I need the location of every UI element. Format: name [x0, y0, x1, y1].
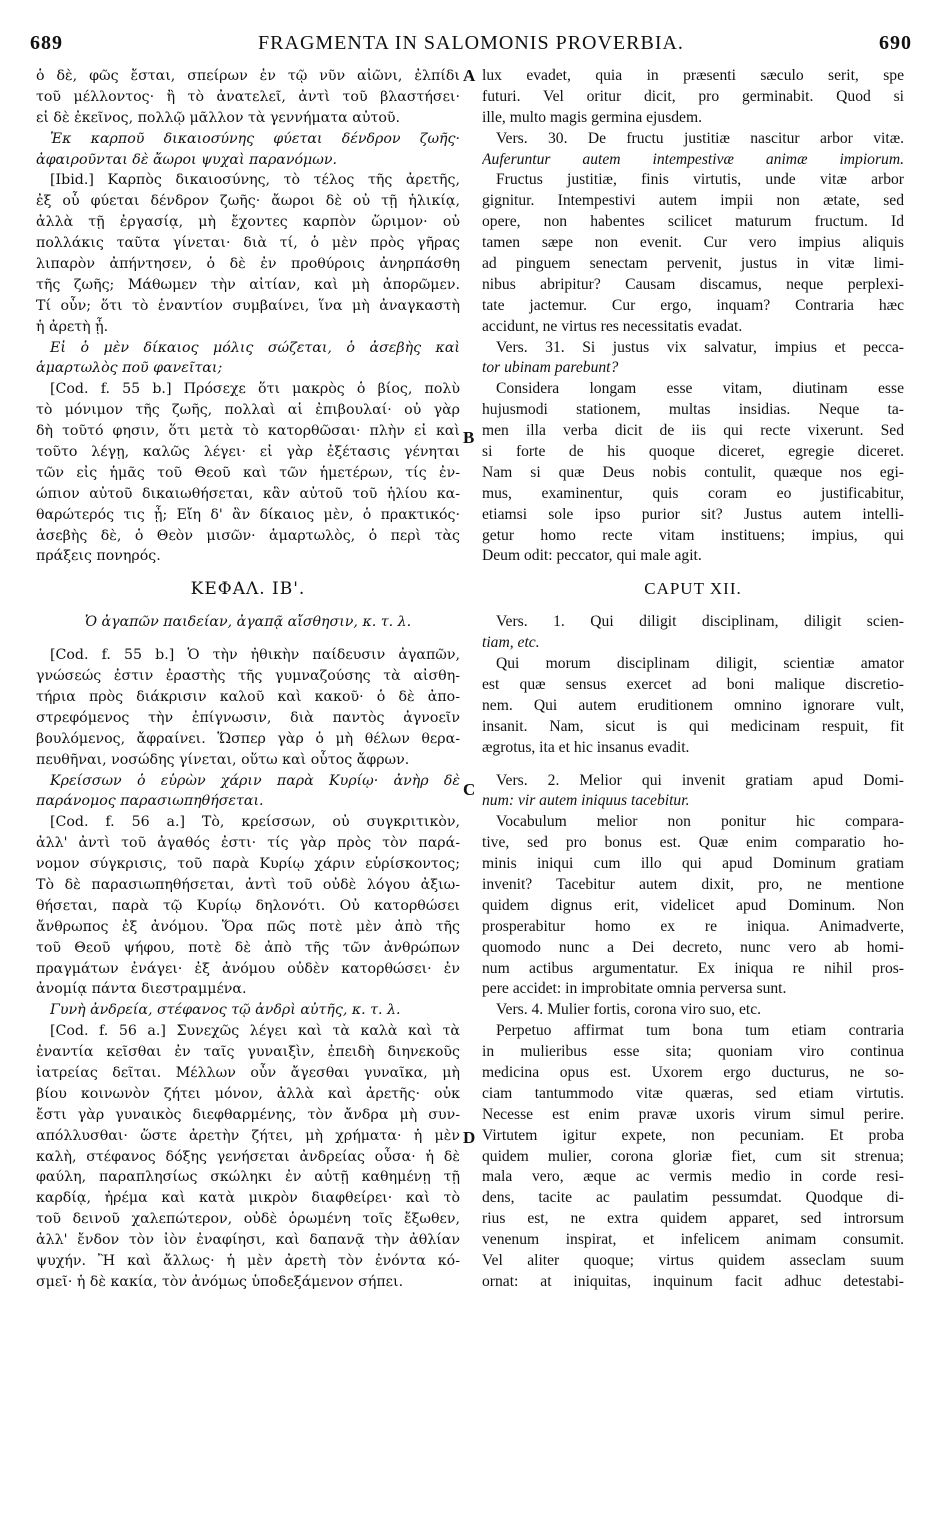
- text-line: δὴ τοῦτό φησιν, ὅτι μετὰ τὸ κατορθῶσαι· πλὴν εἰ καὶ: [36, 423, 460, 440]
- text-line: ἀνομίᾳ πάντα διεστραμμένα.: [36, 981, 247, 998]
- text-line: tamen sæpe non evenit. Cur vero impius aliquis: [482, 234, 904, 252]
- running-title: FRAGMENTA IN SALOMONIS PROVERBIA.: [258, 32, 684, 54]
- text-line: ἐξ οὗ φύεται δένδρον ζωῆς· ἄωροι δὲ οὐ τῇ ἡλικίᾳ,: [36, 193, 460, 210]
- text-line: τήρια πρὸς διάκρισιν καλοῦ καὶ κακοῦ· ὁ δὲ ἀπο-: [36, 688, 460, 705]
- text-line: βουλόμενος, ἄφραίνει. Ὥσπερ γὰρ ὁ μὴ θέλων θερα-: [36, 730, 460, 747]
- page-number-left: 689: [30, 32, 63, 54]
- text-line: ἁμαρτωλὸς ποῦ φανεῖται;: [36, 360, 223, 377]
- text-line: accidunt, ne virtus res necessitatis evadat.: [482, 317, 743, 335]
- text-line: τῆς ζωῆς; Μάθωμεν τὴν αἰτίαν, καὶ μὴ ἀπορῶμεν.: [36, 276, 460, 293]
- spacer: [36, 600, 460, 612]
- margin-mark-d: D: [463, 1128, 476, 1147]
- text-line: quomodo nunc a Dei decreto, nunc vero ab homi-: [482, 938, 904, 956]
- text-line: λιπαρὸν ἀπήντησεν, ὁ δὲ ἐν προθύροις ἀνηρπάσθη: [36, 256, 460, 273]
- text-line: Vocabulum melior non ponitur hic compara-: [496, 813, 904, 831]
- text-line: ille, multo magis germina ejusdem.: [482, 108, 703, 126]
- text-line: ἐναντία κεῖσθαι ἐν ταῖς γυναιξὶν, ἐπειδὴ διηνεκοῦς: [36, 1044, 460, 1061]
- text-line: num: vir autem iniquus tacebitur.: [482, 792, 690, 810]
- text-line: Auferuntur autem intempestivæ animæ impiorum.: [482, 150, 904, 168]
- text-line: men illa verba dicit de iis qui recte vixerunt. Sed: [482, 422, 904, 440]
- text-line: Qui morum disciplinam diligit, scientiæ amator: [496, 655, 904, 673]
- text-line: πραγμάτων ἐνάγει· ἐξ ἀνόμου οὐδὲν κατορθώσει· ἐν: [36, 960, 460, 977]
- text-line: ἀλλ' ἔνδον τὸν ἰὸν ἐναφίησι, καὶ δαπανᾷ τὴν ἀθλίαν: [36, 1232, 460, 1249]
- text-line: πολλάκις ταῦτα γίνεται· διὰ τί, ὁ μὲν πρὸς γῆρας: [36, 235, 460, 252]
- text-line: si forte de his quoque diceret, egregie diceret.: [482, 443, 904, 461]
- text-line: Εἰ ὁ μὲν δίκαιος μόλις σώζεται, ὁ ἀσεβὴς καὶ: [50, 339, 460, 356]
- text-line: ægrotus, ita et hic insanus evadit.: [482, 738, 690, 756]
- margin-mark-c: C: [463, 780, 476, 799]
- text-line: ὁ δὲ, φῶς ἔσται, σπείρων ἐν τῷ νῦν αἰῶνι, ἐλπίδι: [36, 68, 460, 84]
- text-line: ornat: at iniquitas, inquinum facit adhuc detestabi-: [482, 1272, 904, 1290]
- text-line: Κρείσσων ὁ εὑρὼν χάριν παρὰ Κυρίῳ· ἀνὴρ δὲ: [50, 772, 460, 789]
- text-line: [Cod. f. 56 a.] Συνεχῶς λέγει καὶ τὰ καλὰ καὶ τὰ: [50, 1023, 460, 1040]
- text-line: ώπιον αὐτοῦ δικαιωθήσεται, κἂν αὐτοῦ τοῦ ἡλίου κα-: [36, 485, 460, 502]
- text-line: καλὴ, στέφανος δόξης γενήσεται ἀνδρείας οὖσα· ἡ δὲ: [36, 1148, 460, 1165]
- text-line: ἀφαιροῦνται δὲ ἄωροι ψυχαὶ παρανόμων.: [36, 151, 337, 168]
- text-line: πράξεις πονηρός.: [36, 548, 161, 565]
- text-line: insanit. Nam, sicut is qui medicinam respuit, fit: [482, 717, 904, 735]
- text-line: quidem mulier, corona gloriæ fiet, cum sit strenua;: [482, 1147, 904, 1165]
- text-line: Virtutem igitur expete, non pecuniam. Et proba: [482, 1126, 904, 1144]
- text-line: τοῦ Θεοῦ ψήφου, ποτὲ δὲ ἀπὸ τῆς τῶν ἀνθρώπων: [36, 939, 460, 956]
- text-line: Nam si quæ Deus nobis contulit, quæque nos egi-: [482, 463, 904, 481]
- text-line: getur homo recte vitam instituens; impius, qui: [482, 526, 904, 544]
- text-line: Γυνὴ ἀνδρεία, στέφανος τῷ ἀνδρὶ αὐτῆς, κ. τ. λ.: [50, 1002, 401, 1019]
- text-line: in mulieribus esse sita; quoniam viro continua: [482, 1043, 904, 1061]
- text-line: τοῦτο λέγῃ, καλῶς λέγει· εἰ γὰρ ἐξέτασις γένηται: [36, 444, 460, 461]
- text-line: Vers. 4. Mulier fortis, corona viro suo, etc.: [496, 1001, 762, 1019]
- text-line: ad pinguem senectam pervenit, justus in vitæ limi-: [482, 255, 904, 273]
- text-line: ciam tantummodo vitæ quæras, sed etiam virtutis.: [482, 1084, 904, 1102]
- text-line: Considera longam esse vitam, diutinam esse: [496, 380, 904, 398]
- text-line: ἡ ἀρετὴ ᾖ.: [36, 318, 109, 335]
- text-line: invenit? Tacebitur autem dixit, pro, ne mentione: [482, 875, 904, 893]
- text-line: medicina opus est. Uxorem ergo ducturus, ne so-: [482, 1063, 904, 1081]
- text-line: ἔστι γὰρ γυναικὸς διεφθαρμένης, τὸν ἄνδρα μὴ συν-: [36, 1106, 460, 1123]
- chapter-heading: ΚΕΦΑΛ. ΙΒ'.: [190, 579, 306, 600]
- greek-column: [36, 66, 460, 1293]
- text-line: tor ubinam parebunt?: [482, 359, 619, 377]
- text-line: Fructus justitiæ, finis virtutis, unde vitæ arbor: [496, 171, 904, 189]
- text-line: τῶν εἰς ἡμᾶς τοῦ Θεοῦ καὶ τῶν ἡμετέρων, τίς ἐν-: [36, 464, 460, 481]
- text-line: tate jactemur. Cur ergo, inquam? Contraria hæc: [482, 296, 904, 314]
- spacer: [482, 567, 904, 579]
- text-line: τὸ μόνιμον τῆς ζωῆς, πολλαὶ αἱ ἐπιβουλαί· οὐ γὰρ: [36, 402, 460, 419]
- text-line: ψυχήν. Ἢ καὶ ἄλλως· ἡ μὲν ἀρετὴ τὸν ἐνόντα κό-: [36, 1252, 460, 1269]
- text-line: Τί οὖν; ὅτι τὸ ἐναντίον συμβαίνει, ἵνα μὴ ἀναγκαστὴ: [36, 297, 460, 314]
- text-line: ἄνθρωπος ἐξ ἀνόμου. Ὅρα πῶς ποτὲ μὲν ἀπὸ τῆς: [36, 918, 460, 935]
- text-line: gignitur. Intempestivi autem impii non ætate, sed: [482, 192, 904, 210]
- text-line: στρεφόμενος τὴν ἐπίγνωσιν, διὰ παντὸς ἀγνοεῖν: [36, 709, 460, 726]
- text-line: etiamsi sole ipso purior sit? Justus autem intelli-: [482, 505, 904, 523]
- text-line: ἀσεβὴς δὲ, ὁ Θεὸν μισῶν· ἁμαρτωλὸς, ὁ περὶ τὰς: [36, 527, 460, 544]
- text-line: Deum odit: peccator, qui male agit.: [482, 547, 702, 565]
- text-line: εἰ δὲ ἐκεῖνος, πολλῷ μᾶλλον τὰ γεννήματα αὐτοῦ.: [36, 109, 400, 126]
- text-line: καρδίᾳ, ἠρέμα καὶ κατὰ μικρὸν διαφθείρει· καὶ τὸ: [36, 1190, 460, 1207]
- spacer: [482, 600, 904, 612]
- spacer: [36, 633, 460, 645]
- text-line: pere accidet: in improbitate omnia perversa sunt.: [482, 980, 787, 998]
- text-line: θαρώτερός τις ᾖ; Εἴη δ' ἂν δίκαιος μὲν, ὁ πρακτικός·: [36, 506, 460, 523]
- text-line: ἀλλ' ἀντὶ τοῦ ἀγαθός ἐστι· τίς γὰρ πρὸς τὸν παρά-: [36, 835, 460, 852]
- text-line: βίου κοινωνὸν ζήτει μόνον, ἀλλὰ καὶ ἀρετῆς· οὐκ: [36, 1085, 460, 1102]
- chapter-heading: CAPUT XII.: [644, 579, 742, 599]
- text-line: Vers. 30. De fructu justitiæ nascitur arbor vitæ.: [496, 129, 904, 147]
- page-number-right: 690: [879, 32, 912, 54]
- text-line: τοῦ δεινοῦ χαλεπώτερον, οὐδὲ ὁρωμένη τοῖς ἔξωθεν,: [36, 1211, 460, 1228]
- text-line: [Cod. f. 55 b.] Πρόσεχε ὅτι μακρὸς ὁ βίος, πολὺ: [50, 381, 460, 398]
- text-line: opere, non habentes scilicet maturum fructum. Id: [482, 213, 904, 231]
- text-line: Vers. 1. Qui diligit disciplinam, diligit scien-: [496, 613, 904, 631]
- text-line: nem. Qui autem eruditionem omnino ignorare vult,: [482, 696, 904, 714]
- text-line: Vers. 31. Si justus vix salvatur, impius et pecca-: [496, 338, 904, 356]
- text-line: est quæ sensus exercet ad boni malique discretio-: [482, 675, 904, 693]
- text-line: dens, tacite ac paulatim pessumdat. Quodque di-: [482, 1189, 904, 1207]
- text-line: [Cod. f. 56 a.] Τὸ, κρείσσων, οὐ συγκριτικὸν,: [50, 814, 460, 831]
- text-line: hujusmodi stationem, multas insidias. Neque ta-: [482, 401, 904, 419]
- text-line: venenum inspirat, et infelicem animam consumit.: [482, 1231, 904, 1249]
- text-line: τοῦ μέλλοντος· ἢ τὸ ἀνατελεῖ, ἀντὶ τοῦ βλαστήσει·: [36, 88, 460, 105]
- text-line: mala vero, æque ac vermis medio in corde resi-: [482, 1168, 904, 1186]
- margin-mark-b: B: [463, 428, 475, 447]
- text-line: θήσεται, παρὰ τῷ Κυρίῳ δηλονότι. Οὐ κατορθώσει: [36, 897, 460, 914]
- text-line: Τὸ δὲ παρασιωπηθήσεται, ἀντὶ τοῦ οὐδὲ λόγου ἀξιω-: [36, 876, 460, 893]
- text-line: [Ibid.] Καρπὸς δικαιοσύνης, τὸ τέλος τῆς ἀρετῆς,: [50, 172, 460, 189]
- text-line: futuri. Vel oritur dicit, pro germinabit. Quod si: [482, 87, 904, 105]
- latin-column: [482, 66, 904, 1293]
- text-line: prosperabitur homo ex re iniqua. Animadverte,: [482, 917, 904, 935]
- text-line: Ὁ ἀγαπῶν παιδείαν, ἀγαπᾷ αἴσθησιν, κ. τ. λ.: [84, 614, 412, 631]
- text-line: minis iniqui cum illo qui apud Dominum gratiam: [482, 855, 904, 873]
- text-line: ἰατρείας δεῖται. Μέλλων οὖν ἄγεσθαι γυναῖκα, μὴ: [36, 1064, 460, 1081]
- text-line: ἀλλὰ τῇ ἐργασίᾳ, μὴ ἔχοντες καρπὸν ὥριμον· οὐ: [36, 214, 460, 231]
- spacer: [482, 759, 904, 771]
- text-line: tiam, etc.: [482, 634, 540, 652]
- text-line: γνώσεώς ἐστιν ἐραστὴς τῆς γυμναζούσης τὰ αἰσθη-: [36, 668, 460, 685]
- text-line: Necesse est enim pravæ uxoris virum simul perire.: [482, 1105, 904, 1123]
- text-line: [Cod. f. 55 b.] Ὁ τὴν ἠθικὴν παίδευσιν ἀγαπῶν,: [50, 647, 460, 664]
- text-line: σμεῖ· ἡ δὲ κακία, τὸν ἀνόμως ὑποδεξάμενον σήπει.: [36, 1273, 404, 1290]
- text-line: Ἐκ καρποῦ δικαιοσύνης φύεται δένδρον ζωῆς·: [50, 130, 460, 147]
- text-line: Perpetuo affirmat tum bona tum etiam contraria: [496, 1022, 904, 1040]
- text-line: φαύλη, παραπλησίως σκώληκι ἐν αὐτῇ καθημένῃ τῇ: [36, 1169, 460, 1186]
- text-line: num actibus argumentatur. Ex iniqua re nihil pros-: [482, 959, 904, 977]
- spacer: [36, 567, 460, 579]
- text-line: quidem dignus erit, videlicet apud Dominum. Non: [482, 896, 904, 914]
- text-line: mus, examinentur, quis coram eo justificabitur,: [482, 484, 904, 502]
- text-line: Vers. 2. Melior qui invenit gratiam apud Domi-: [496, 771, 904, 789]
- text-line: rius est, ne extra quidem apparet, sed introrsum: [482, 1210, 904, 1228]
- text-line: Vel aliter quoque; virtus quidem asseclam suum: [482, 1251, 904, 1269]
- text-line: πευθῆναι, νοσώδης γίνεται, οὕτω καὶ οὗτος ἄφρων.: [36, 751, 410, 768]
- text-line: απόλλυσθαι· ὥστε ἀρετὴν ζήτει, μὴ χρήματα· ἡ μὲν: [36, 1127, 460, 1144]
- text-line: παράνομος παρασιωπηθήσεται.: [36, 793, 264, 810]
- text-line: nibus abripitur? Causam discamus, neque perplexi-: [482, 275, 904, 293]
- text-line: νομον σύγκρισις, τοῦ παρὰ Κυρίῳ χάριν εὑρίσκοντος;: [36, 856, 460, 873]
- text-line: lux evadet, quia in præsenti sæculo serit, spe: [482, 67, 904, 84]
- running-header: [30, 32, 912, 58]
- text-line: tive, sed pro bonus est. Quæ enim comparatio ho-: [482, 834, 904, 852]
- margin-mark-a: A: [463, 66, 476, 85]
